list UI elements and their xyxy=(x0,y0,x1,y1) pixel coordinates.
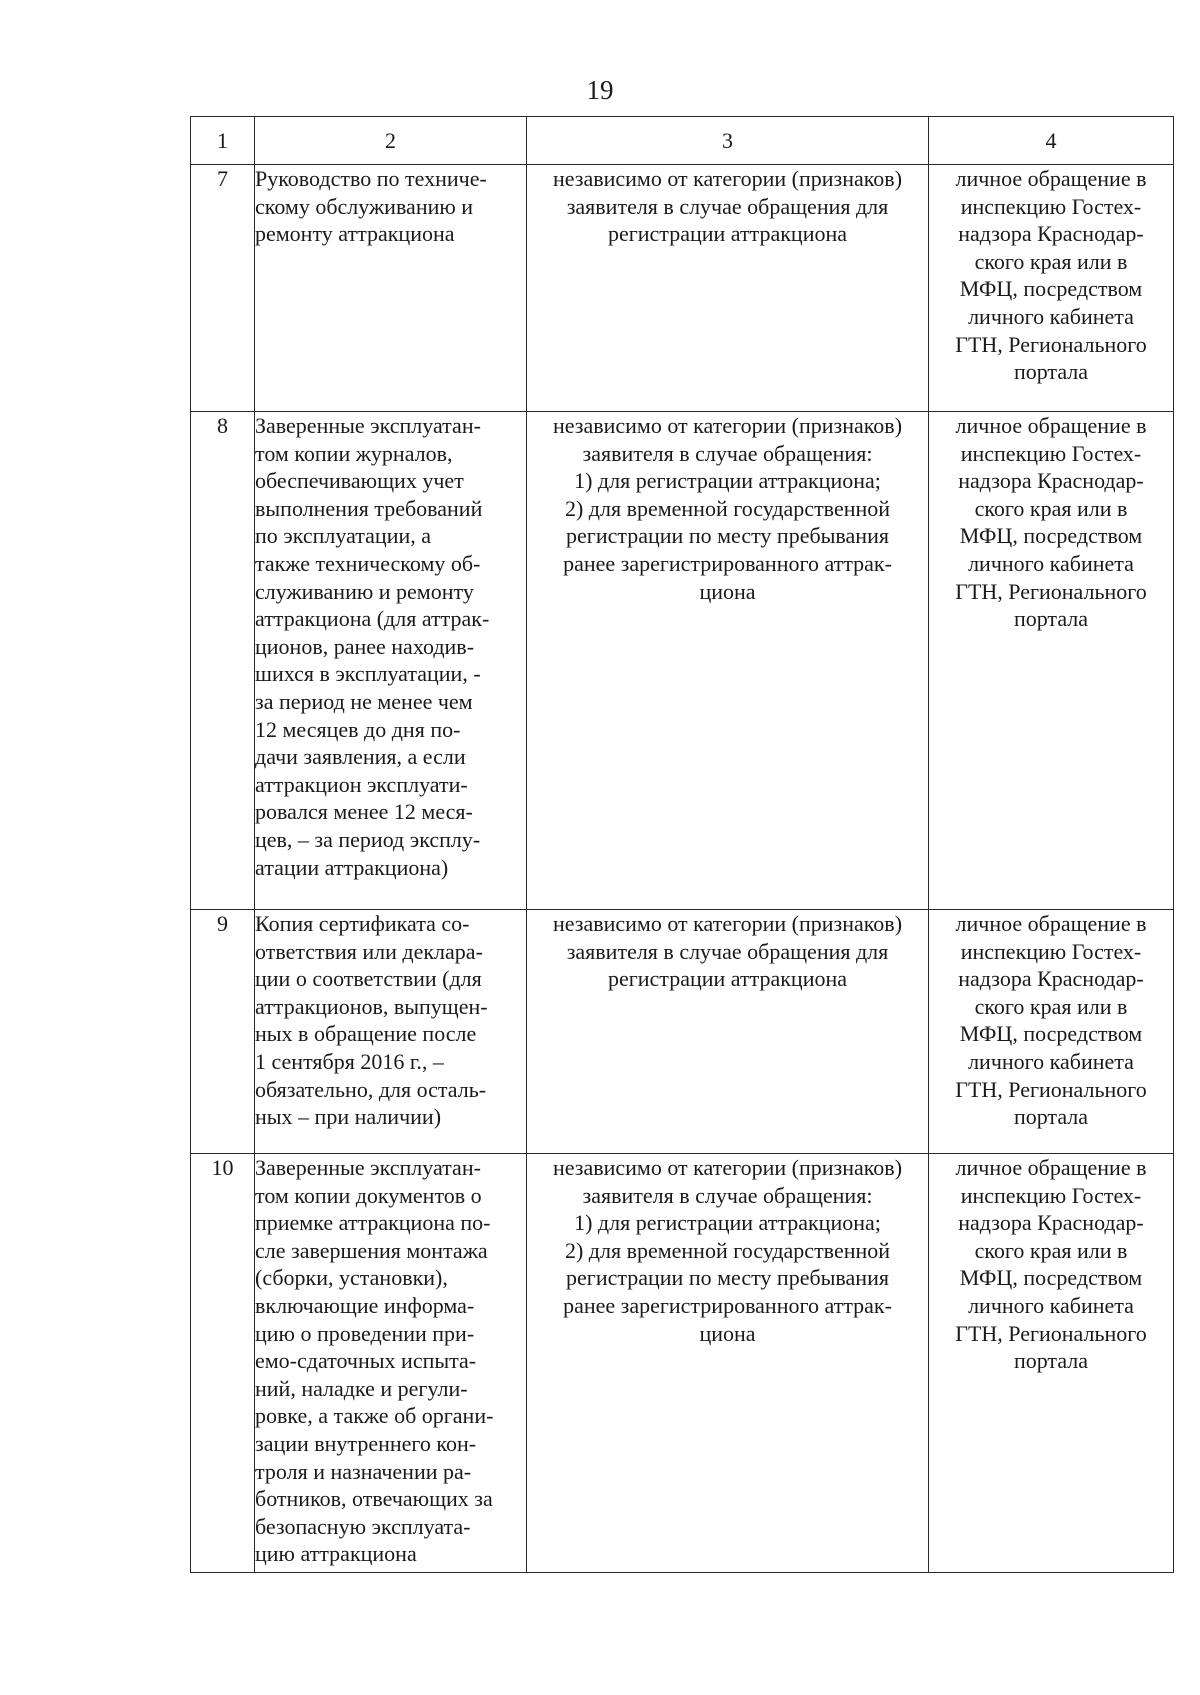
submission-method-text: личное обращение в инспекцию Гостех- надзора Краснодар- ского края или в МФЦ, посредством личного кабинета ГТН, Регионального портала xyxy=(955,166,1147,385)
column-header-2: 2 xyxy=(255,117,527,165)
document-name-cell xyxy=(255,412,527,910)
table-row xyxy=(191,910,1174,1154)
submission-method-cell xyxy=(929,412,1174,910)
submission-method-text: личное обращение в инспекцию Гостех- надзора Краснодар- ского края или в МФЦ, посредством личного кабинета ГТН, Регионального портала xyxy=(955,911,1147,1130)
applicant-category-text: независимо от категории (признаков) заявителя в случае обращения: 1) для регистрации аттракциона; 2) для временной государственной регистрации по месту пребывания ранее зарегистрированного аттрак- циона xyxy=(552,1155,903,1346)
column-header-3: 3 xyxy=(527,117,929,165)
applicant-category-text: независимо от категории (признаков) заявителя в случае обращения для регистрации аттракциона xyxy=(552,166,903,247)
applicant-category-cell xyxy=(527,165,929,412)
table-row xyxy=(191,1154,1174,1573)
table-header-row xyxy=(191,117,1174,165)
document-name-cell xyxy=(255,910,527,1154)
page-number: 19 xyxy=(586,75,614,105)
applicant-category-cell xyxy=(527,910,929,1154)
document-name-cell xyxy=(255,165,527,412)
submission-method-text: личное обращение в инспекцию Гостех- надзора Краснодар- ского края или в МФЦ, посредством личного кабинета ГТН, Регионального портала xyxy=(955,1155,1147,1374)
documents-table xyxy=(190,116,1174,1573)
applicant-category-cell xyxy=(527,412,929,910)
row-number: 8 xyxy=(191,412,255,910)
table-row xyxy=(191,165,1174,412)
submission-method-cell xyxy=(929,165,1174,412)
column-header-1: 1 xyxy=(191,117,255,165)
document-name-cell xyxy=(255,1154,527,1573)
submission-method-cell xyxy=(929,1154,1174,1573)
document-name-text: Заверенные эксплуатан- том копии документов о приемке аттракциона по- сле завершения монтажа (сборки, установки), включающие информа- цию о проведении при- емо-сдаточных испыта- ний, наладке и регули- ровке, а также об органи- зации внутреннего кон- троля и назначении ра- ботников, отвечающих за безопасную эксплуата- цию аттракциона xyxy=(255,1155,494,1567)
submission-method-cell xyxy=(929,910,1174,1154)
column-header-4: 4 xyxy=(929,117,1174,165)
document-name-text: Руководство по техниче- скому обслуживанию и ремонту аттракциона xyxy=(255,166,487,247)
document-name-text: Копия сертификата со- ответствия или деклара- ции о соответствии (для аттракционов, выпущен- ных в обращение после 1 сентября 2016 г., – обязательно, для осталь- ных – при наличии) xyxy=(255,911,488,1130)
applicant-category-text: независимо от категории (признаков) заявителя в случае обращения для регистрации аттракциона xyxy=(552,911,903,992)
submission-method-text: личное обращение в инспекцию Гостех- надзора Краснодар- ского края или в МФЦ, посредством личного кабинета ГТН, Регионального портала xyxy=(955,413,1147,632)
row-number: 10 xyxy=(191,1154,255,1573)
row-number: 7 xyxy=(191,165,255,412)
applicant-category-cell xyxy=(527,1154,929,1573)
document-name-text: Заверенные эксплуатан- том копии журналов, обеспечивающих учет выполнения требований по эксплуатации, а также техническому об- служиванию и ремонту аттракциона (для аттрак- ционов, ранее находив- шихся в эксплуатации, - за период не менее чем 12 месяцев до дня по- дачи заявления, а если аттракцион эксплуати- ровался менее 12 меся- цев, – за период эксплу- атации аттракциона) xyxy=(255,413,490,880)
applicant-category-text: независимо от категории (признаков) заявителя в случае обращения: 1) для регистрации аттракциона; 2) для временной государственной регистрации по месту пребывания ранее зарегистрированного аттрак- циона xyxy=(552,413,903,604)
row-number: 9 xyxy=(191,910,255,1154)
table-row xyxy=(191,412,1174,910)
